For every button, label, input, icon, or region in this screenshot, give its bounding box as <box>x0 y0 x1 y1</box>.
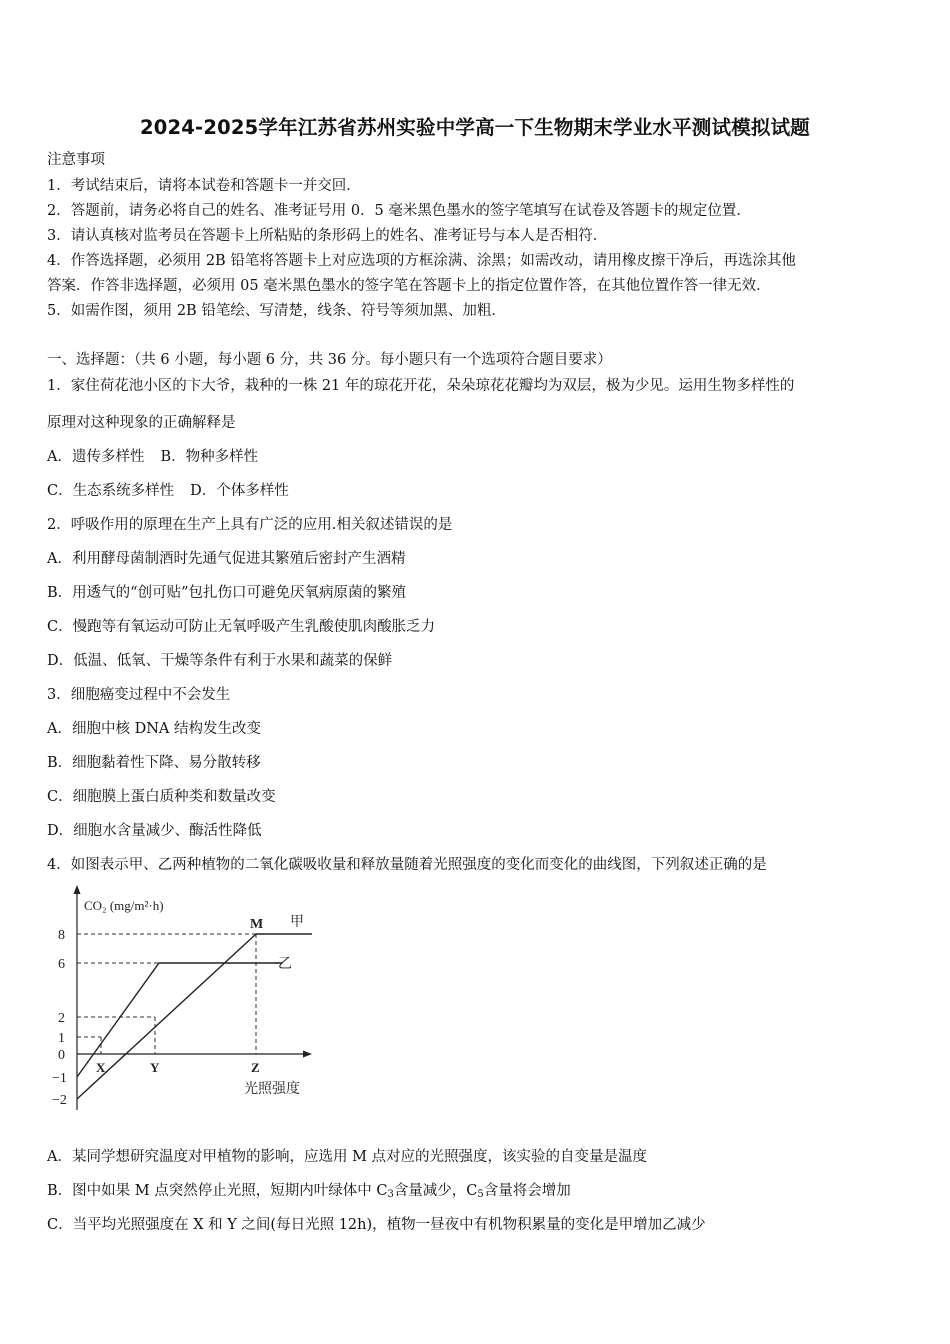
q3-option-a[interactable]: A．细胞中核 DNA 结构发生改变 <box>47 721 261 737</box>
q1-stem-cont: 原理对这种现象的正确解释是 <box>47 415 236 431</box>
notice-item: 1．考试结束后，请将本试卷和答题卡一并交回． <box>47 178 361 194</box>
q3-stem: 3．细胞癌变过程中不会发生 <box>47 687 231 703</box>
q2-option-d[interactable]: D．低温、低氧、干燥等条件有利于水果和蔬菜的保鲜 <box>47 653 393 669</box>
y-axis-arrow <box>74 885 81 894</box>
q1-stem: 1．家住荷花池小区的卞大爷，栽种的一株 21 年的琼花开花，朵朵琼花花瓣均为双层，极为少见。运用生物多样性的 <box>47 378 795 394</box>
x-tick-label: X <box>96 1060 106 1075</box>
q4-option-b-text-1: B．图中如果 M 点突然停止光照，短期内叶绿体中 C <box>47 1183 388 1199</box>
point-m-label: M <box>250 917 264 932</box>
section-heading: 一、选择题：（共 6 小题，每小题 6 分，共 36 分。每小题只有一个选项符合题目要求） <box>47 352 612 368</box>
y-tick-label: 0 <box>58 1048 65 1063</box>
co2-light-chart <box>44 882 324 1114</box>
q3-option-c[interactable]: C．细胞膜上蛋白质种类和数量改变 <box>47 789 276 805</box>
q3-option-b[interactable]: B．细胞黏着性下降、易分散转移 <box>47 755 261 771</box>
q4-option-b-text-3: 含量将会增加 <box>483 1183 571 1199</box>
series-yi-label: 乙 <box>278 957 292 972</box>
q4-option-b-text-2: 含量减少，C <box>393 1183 478 1199</box>
notice-item: 3．请认真核对监考员在答题卡上所粘贴的条形码上的姓名、准考证号与本人是否相符． <box>47 228 608 244</box>
q4-option-b-sub-2: 5 <box>477 1189 484 1200</box>
x-axis-label: 光照强度 <box>244 1082 300 1097</box>
notice-item: 5．如需作图，须用 2B 铅笔绘、写清楚，线条、符号等须加黑、加粗． <box>47 303 506 319</box>
q1-option-c[interactable]: C．生态系统多样性 <box>47 483 175 499</box>
y-axis-label: CO₂ (mg/m²·h) <box>84 898 164 913</box>
q2-stem: 2．呼吸作用的原理在生产上具有广泛的应用.相关叙述错误的是 <box>47 517 453 533</box>
q4-option-a[interactable]: A．某同学想研究温度对甲植物的影响，应选用 M 点对应的光照强度，该实验的自变量是温度 <box>47 1149 648 1165</box>
q2-option-b[interactable]: B．用透气的“创可贴”包扎伤口可避免厌氧病原菌的繁殖 <box>47 585 406 601</box>
q1-option-b[interactable]: B．物种多样性 <box>160 449 259 465</box>
x-tick-label: Y <box>150 1060 160 1075</box>
y-tick-label: 2 <box>58 1011 65 1026</box>
series-jia-label: 甲 <box>290 915 304 930</box>
notice-item: 2．答题前，请务必将自己的姓名、准考证号用 0．5 毫米黑色墨水的签字笔填写在试卷及答题卡的规定位置． <box>47 203 751 219</box>
x-tick-label: Z <box>251 1060 260 1075</box>
y-tick-label: −2 <box>52 1093 67 1108</box>
q2-option-c[interactable]: C．慢跑等有氧运动可防止无氧呼吸产生乳酸使肌肉酸胀乏力 <box>47 619 436 635</box>
y-tick-label: 6 <box>58 957 65 972</box>
y-tick-label: 8 <box>58 928 65 943</box>
q4-option-b[interactable] <box>47 1181 571 1205</box>
q2-option-a[interactable]: A．利用酵母菌制酒时先通气促进其繁殖后密封产生酒精 <box>47 551 406 567</box>
y-tick-label: −1 <box>52 1071 67 1086</box>
q1-options-row1 <box>47 447 258 467</box>
q4-option-b-sub-1: 3 <box>387 1189 394 1200</box>
q1-options-row2 <box>47 481 289 501</box>
q4-option-c[interactable]: C．当平均光照强度在 X 和 Y 之间(每日光照 12h)，植物一昼夜中有机物积累量的变化是甲增加乙减少 <box>47 1217 706 1233</box>
notice-item: 答案．作答非选择题，必须用 05 毫米黑色墨水的签字笔在答题卡上的指定位置作答，在其他位置作答一律无效． <box>47 278 771 294</box>
q1-option-d[interactable]: D．个体多样性 <box>190 483 289 499</box>
q1-option-a[interactable]: A．遗传多样性 <box>47 449 145 465</box>
page-title: 2024-2025学年江苏省苏州实验中学高一下生物期末学业水平测试模拟试题 <box>139 116 811 139</box>
notice-heading: 注意事项 <box>47 152 105 168</box>
x-axis-arrow <box>303 1051 312 1058</box>
q4-stem: 4．如图表示甲、乙两种植物的二氧化碳吸收量和释放量随着光照强度的变化而变化的曲线图，下列叙述正确的是 <box>47 857 767 873</box>
q3-option-d[interactable]: D．细胞水含量减少、酶活性降低 <box>47 823 262 839</box>
notice-item: 4．作答选择题，必须用 2B 铅笔将答题卡上对应选项的方框涂满、涂黑；如需改动，请用橡皮擦干净后，再选涂其他 <box>47 253 796 269</box>
y-tick-label: 1 <box>58 1031 65 1046</box>
